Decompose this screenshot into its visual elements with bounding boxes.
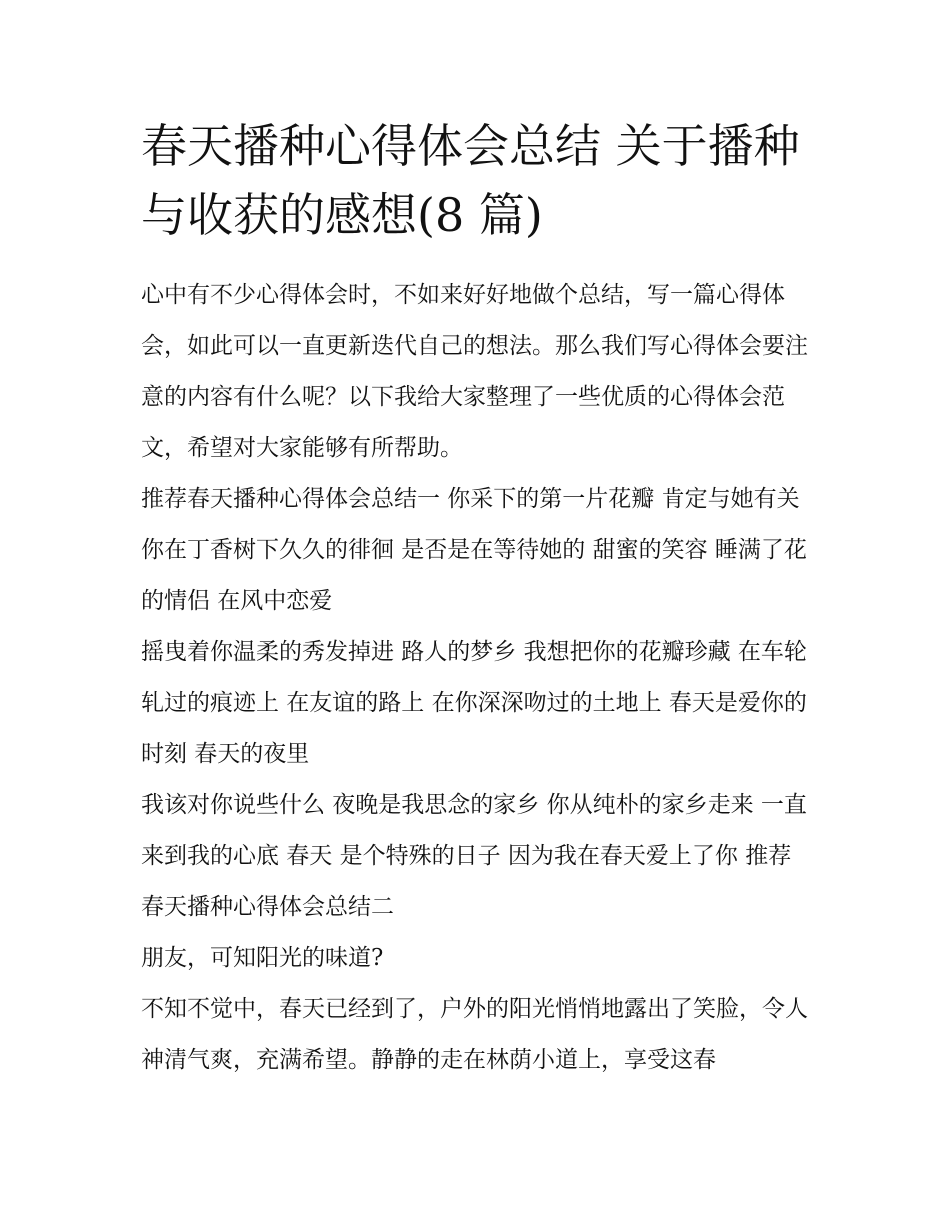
paragraph-essay-one-part3: 我该对你说些什么 夜晚是我思念的家乡 你从纯朴的家乡走来 一直来到我的心底 春天 是个特殊的日子 因为我在春天爱上了你 推荐春天播种心得体会总结二 bbox=[141, 792, 807, 920]
paragraph-essay-one-part1: 推荐春天播种心得体会总结一 你采下的第一片花瓣 肯定与她有关 你在丁香树下久久的徘徊 是否是在等待她的 甜蜜的笑容 睡满了花的情侣 在风中恋爱 bbox=[141, 486, 807, 614]
paragraph-essay-two-body: 不知不觉中，春天已经到了，户外的阳光悄悄地露出了笑脸，令人神清气爽，充满希望。静静的走在林荫小道上，享受这春 bbox=[141, 996, 808, 1073]
paragraph-essay-one-part2: 摇曳着你温柔的秀发掉进 路人的梦乡 我想把你的花瓣珍藏 在车轮轧过的痕迹上 在友谊的路上 在你深深吻过的土地上 春天是爱你的时刻 春天的夜里 bbox=[141, 639, 807, 767]
paragraph-intro: 心中有不少心得体会时，不如来好好地做个总结，写一篇心得体会，如此可以一直更新迭代自己的想法。那么我们写心得体会要注意的内容有什么呢？以下我给大家整理了一些优质的心得体会范文，希望对大家能够有所帮助。 bbox=[141, 282, 808, 461]
document-page bbox=[141, 112, 813, 1086]
document-title: 春天播种心得体会总结 关于播种与收获的感想(8 篇) bbox=[141, 119, 800, 242]
paragraph-essay-two-opening: 朋友，可知阳光的味道? bbox=[141, 945, 384, 971]
